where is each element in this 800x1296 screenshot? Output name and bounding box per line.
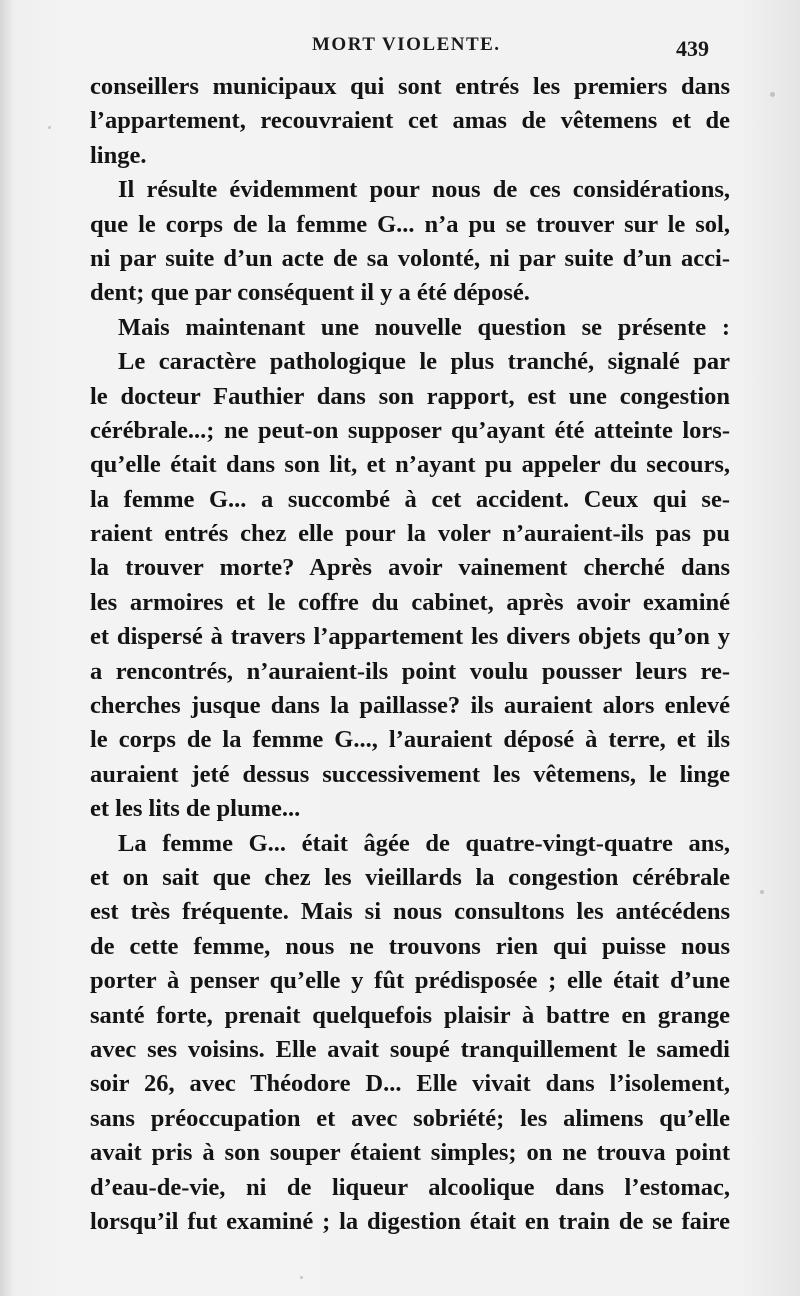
text-line: avec ses voisins. Elle avait soupé tranquillement le samedi xyxy=(90,1035,730,1063)
text-line: qu’elle était dans son lit, et n’ayant pu appeler du secours, xyxy=(90,451,730,479)
text-line: la trouver morte? Après avoir vainement cherché dans xyxy=(90,554,730,582)
text-line: Mais maintenant une nouvelle question se présente : xyxy=(118,313,730,341)
page-header xyxy=(0,34,800,64)
text-line: le corps de la femme G..., l’auraient déposé à terre, et ils xyxy=(90,726,730,754)
text-line: et on sait que chez les vieillards la congestion cérébrale xyxy=(90,863,730,891)
text-line: le docteur Fauthier dans son rapport, est une congestion xyxy=(90,382,730,410)
text-line: dent; que par conséquent il y a été déposé. xyxy=(90,279,530,307)
text-line: cérébrale...; ne peut-on supposer qu’ayant été atteinte lors- xyxy=(90,416,730,444)
text-line: l’appartement, recouvraient cet amas de vêtemens et de xyxy=(90,107,730,135)
text-line: soir 26, avec Théodore D... Elle vivait dans l’isolement, xyxy=(90,1070,730,1098)
body-text xyxy=(90,70,730,1239)
text-line: raient entrés chez elle pour la voler n’auraient-ils pas pu xyxy=(90,520,730,548)
paper-speck xyxy=(48,126,51,129)
text-line: cherches jusque dans la paillasse? ils auraient alors enlevé xyxy=(90,692,730,720)
text-line: porter à penser qu’elle y fût prédisposée ; elle était d’une xyxy=(90,967,730,995)
text-line: et dispersé à travers l’appartement les divers objets qu’on y xyxy=(90,623,730,651)
text-line: d’eau-de-vie, ni de liqueur alcoolique dans l’estomac, xyxy=(90,1173,730,1201)
text-line: conseillers municipaux qui sont entrés les premiers dans xyxy=(90,73,730,100)
text-line: Le caractère pathologique le plus tranché, signalé par xyxy=(118,348,730,376)
text-line: de cette femme, nous ne trouvons rien qui puisse nous xyxy=(90,932,730,960)
text-line: que le corps de la femme G... n’a pu se trouver sur le sol, xyxy=(90,210,730,238)
paper-speck xyxy=(770,92,775,97)
text-line: La femme G... était âgée de quatre-vingt-quatre ans, xyxy=(118,829,730,857)
text-line: lorsqu’il fut examiné ; la digestion était en train de se faire xyxy=(90,1207,730,1235)
text-line: linge. xyxy=(90,141,147,169)
running-title: MORT VIOLENTE. xyxy=(312,34,501,55)
text-line: les armoires et le coffre du cabinet, après avoir examiné xyxy=(90,588,730,616)
text-line: sans préoccupation et avec sobriété; les alimens qu’elle xyxy=(90,1104,730,1132)
text-line: et les lits de plume... xyxy=(90,795,301,823)
paper-speck xyxy=(300,1276,303,1279)
text-line: auraient jeté dessus successivement les vêtemens, le linge xyxy=(90,760,730,788)
text-line: avait pris à son souper étaient simples; on ne trouva point xyxy=(90,1139,730,1167)
text-line: a rencontrés, n’auraient-ils point voulu pousser leurs re- xyxy=(90,657,730,685)
text-line: la femme G... a succombé à cet accident. Ceux qui se- xyxy=(90,485,730,513)
paper-speck xyxy=(760,890,764,894)
text-line: Il résulte évidemment pour nous de ces considérations, xyxy=(118,176,730,204)
text-line: ni par suite d’un acte de sa volonté, ni par suite d’un acci- xyxy=(90,244,730,272)
text-line: santé forte, prenait quelquefois plaisir à battre en grange xyxy=(90,1001,730,1029)
page-number: 439 xyxy=(676,36,709,61)
text-line: est très fréquente. Mais si nous consultons les antécédens xyxy=(90,898,730,926)
